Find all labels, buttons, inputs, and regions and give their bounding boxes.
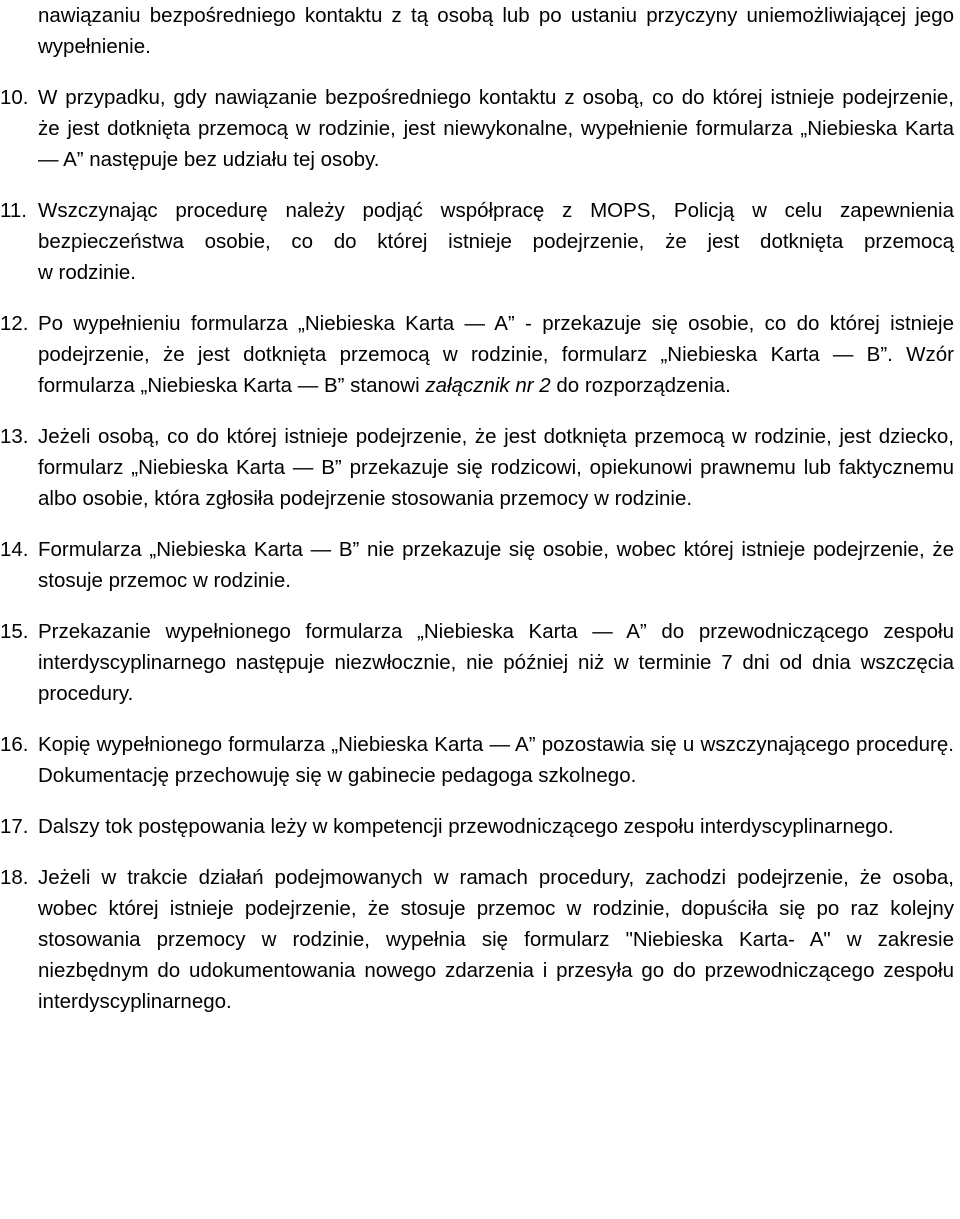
item-number: 18. bbox=[0, 866, 29, 889]
item-text: Formularza „Niebieska Karta — B” nie przekazuje się osobie, wobec której istnieje podejrzenie, że stosuje przemoc w rodzinie. bbox=[38, 538, 954, 592]
item-number: 17. bbox=[0, 815, 29, 838]
list-item-11 bbox=[0, 195, 954, 288]
item-text-italic: załącznik nr 2 bbox=[425, 374, 551, 397]
list-item-12 bbox=[0, 308, 954, 401]
item-text: Kopię wypełnionego formularza „Niebieska Karta — A” pozostawia się u wszczynającego procedurę. Dokumentację przechowuję się w gabinecie pedagoga szkolnego. bbox=[38, 733, 954, 787]
item-text: Jeżeli w trakcie działań podejmowanych w ramach procedury, zachodzi podejrzenie, że osoba, wobec której istnieje podejrzenie, że stosuje przemoc w rodzinie, dopuściła się po raz kolejny stosowania przemocy w rodzinie, wypełnia się formularz "Niebieska Karta- A" w zakresie niezbędnym do udokumentowania nowego zdarzenia i przesyła go do przewodniczącego zespołu interdyscyplinarnego. bbox=[38, 866, 954, 1013]
item-number: 13. bbox=[0, 425, 29, 448]
item-text: Jeżeli osobą, co do której istnieje podejrzenie, że jest dotknięta przemocą w rodzinie, jest dziecko, formularz „Niebieska Karta — B” przekazuje się rodzicowi, opiekunowi prawnemu lub faktycznemu albo osobie, która zgłosiła podejrzenie stosowania przemocy w rodzinie. bbox=[38, 425, 954, 510]
list-item-15 bbox=[0, 616, 954, 709]
item-text: Po wypełnieniu formularza „Niebieska Karta — A” - przekazuje się osobie, co do której istnieje podejrzenie, że jest dotknięta przemocą w rodzinie, formularz „Niebieska Karta — B”. Wzór formularza „Niebieska Karta — B” stanowi bbox=[38, 312, 954, 397]
item-number: 12. bbox=[0, 312, 29, 335]
list-item-16 bbox=[0, 729, 954, 791]
item-text: Wszczynając procedurę należy podjąć współpracę z MOPS, Policją w celu zapewnienia bezpieczeństwa osobie, co do której istnieje podejrzenie, że jest dotknięta przemocą bbox=[38, 199, 954, 253]
item-text: Dalszy tok postępowania leży w kompetencji przewodniczącego zespołu interdyscyplinarnego. bbox=[38, 815, 894, 838]
item-number: 16. bbox=[0, 733, 29, 756]
item-number: 11. bbox=[0, 199, 27, 222]
item-text-continued: do rozporządzenia. bbox=[550, 374, 731, 397]
item-text-continued: w rodzinie. bbox=[38, 261, 136, 284]
list-item-18 bbox=[0, 862, 954, 1017]
item-number: 10. bbox=[0, 86, 29, 109]
item-number: 15. bbox=[0, 620, 29, 643]
list-item-10 bbox=[0, 82, 954, 175]
item-text: Przekazanie wypełnionego formularza „Niebieska Karta — A” do przewodniczącego zespołu interdyscyplinarnego następuje niezwłocznie, nie później niż w terminie 7 dni od dnia wszczęcia procedury. bbox=[38, 620, 954, 705]
list-item-17 bbox=[0, 811, 954, 842]
list-item-13 bbox=[0, 421, 954, 514]
item-number: 14. bbox=[0, 538, 29, 561]
continuation-paragraph: nawiązaniu bezpośredniego kontaktu z tą osobą lub po ustaniu przyczyny uniemożliwiającej jego wypełnienie. bbox=[38, 4, 954, 58]
list-item-14 bbox=[0, 534, 954, 596]
item-text: W przypadku, gdy nawiązanie bezpośredniego kontaktu z osobą, co do której istnieje podejrzenie, że jest dotknięta przemocą w rodzinie, jest niewykonalne, wypełnienie formularza „Niebieska Karta — A” następuje bez udziału tej osoby. bbox=[38, 86, 954, 171]
